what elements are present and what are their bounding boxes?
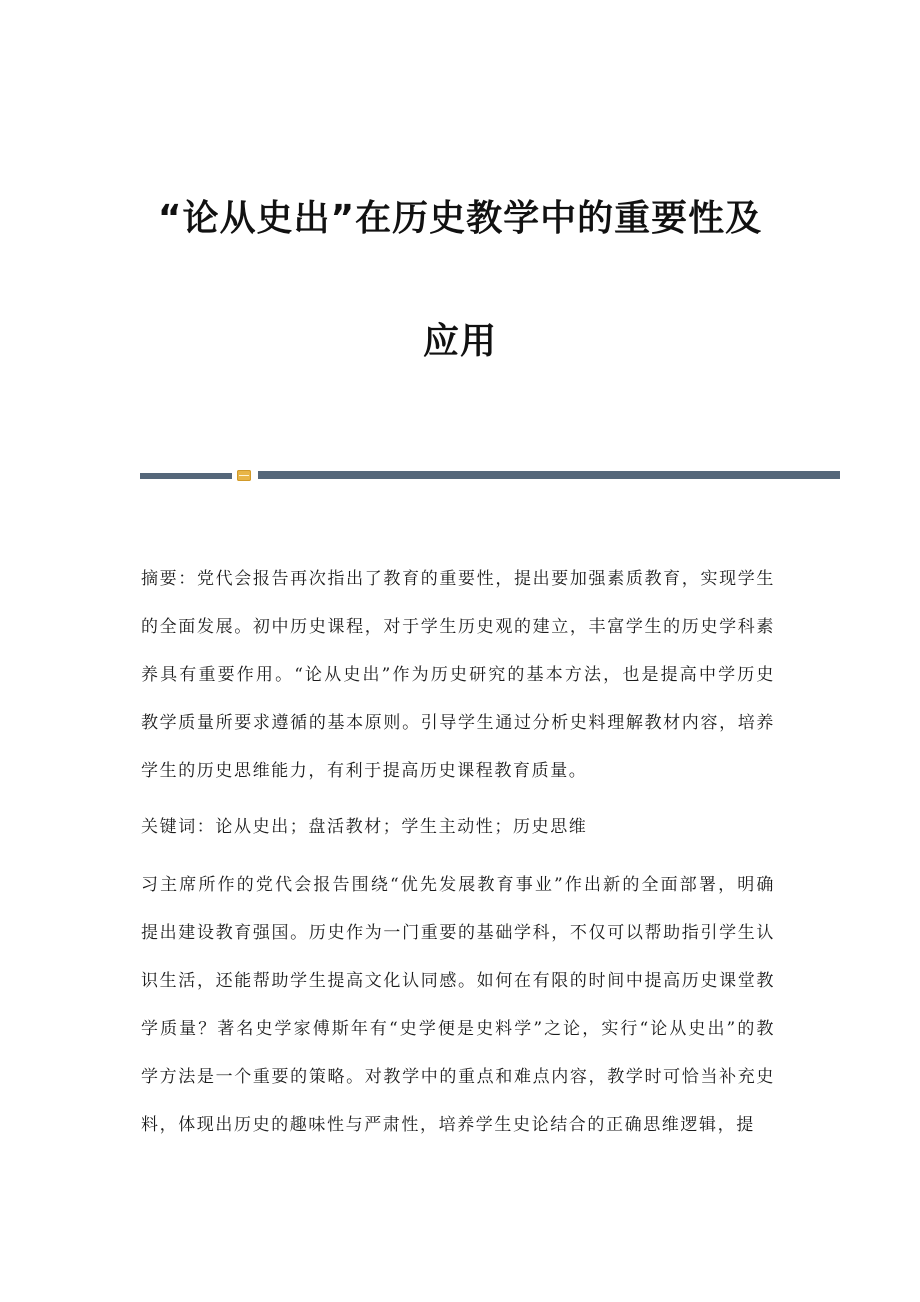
document-title-line-2: 应用: [422, 321, 497, 362]
divider-bar-right: [258, 471, 840, 479]
title-divider: [140, 470, 840, 482]
body-paragraph: 习主席所作的党代会报告围绕“优先发展教育事业”作出新的全面部署，明确提出建设教育强国。历史作为一门重要的基础学科，不仅可以帮助指引学生认识生活，还能帮助学生提高文化认同感。如何在有限的时间中提高历史课堂教学质量？著名史学家傅斯年有“史学便是史料学”之论，实行“论从史出”的教学方法是一个重要的策略。对教学中的重点和难点内容，教学时可恰当补充史料，体现出历史的趣味性与严肃性，培养学生史论结合的正确思维逻辑，提: [141, 875, 775, 1135]
divider-ornament-icon: [237, 470, 251, 481]
document-title-line-1: “论从史出”在历史教学中的重要性及: [157, 198, 763, 239]
abstract-paragraph: 摘要：党代会报告再次指出了教育的重要性，提出要加强素质教育，实现学生的全面发展。初中历史课程，对于学生历史观的建立，丰富学生的历史学科素养具有重要作用。“论从史出”作为历史研究的基本方法，也是提高中学历史教学质量所要求遵循的基本原则。引导学生通过分析史料理解教材内容，培养学生的历史思维能力，有利于提高历史课程教育质量。: [141, 569, 775, 781]
divider-bar-left: [140, 473, 232, 479]
keywords-line: 关键词：论从史出；盘活教材；学生主动性；历史思维: [141, 817, 588, 837]
